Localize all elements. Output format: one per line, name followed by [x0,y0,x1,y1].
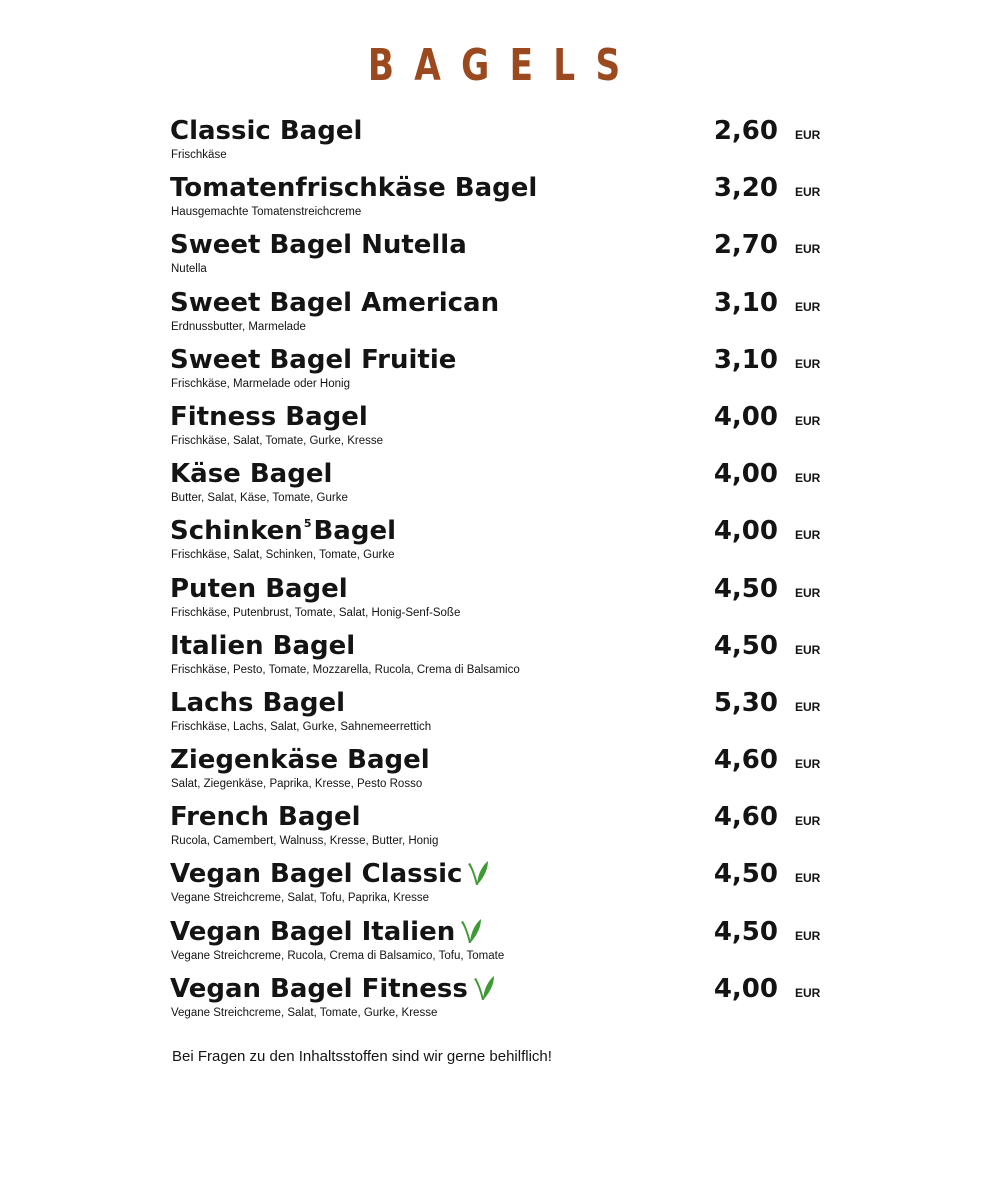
menu-item [0,343,988,400]
item-description: Frischkäse, Lachs, Salat, Gurke, Sahnemeerrettich [171,720,432,733]
item-name-text: Ziegenkäse Bagel [170,745,430,776]
item-currency: EUR [795,528,821,543]
item-currency: EUR [795,128,821,142]
item-description: Frischkäse, Marmelade oder Honig [171,377,350,390]
menu-item [0,114,988,171]
item-price: 4,00 [713,973,778,1004]
item-price: 4,00 [713,401,778,432]
menu-item [0,171,988,228]
menu-item [0,857,988,914]
item-currency: EUR [795,699,821,714]
vegan-leaf-icon [472,973,496,1003]
menu-item [0,972,988,1029]
item-description: Frischkäse, Salat, Schinken, Tomate, Gurke [171,549,395,562]
menu-item [0,286,988,343]
item-name-text: Vegan Bagel Classic [170,859,463,890]
item-price: 4,60 [713,802,778,833]
item-name [170,400,368,434]
item-name-text: Sweet Bagel Nutella [170,230,467,261]
item-name [170,972,496,1006]
item-description: Frischkäse, Pesto, Tomate, Mozzarella, Rucola, Crema di Balsamico [171,663,520,676]
item-name-text: Lachs Bagel [170,687,346,718]
item-name-text: Italien Bagel [170,630,356,661]
item-price: 4,50 [713,573,778,604]
menu-item [0,572,988,629]
item-description: Rucola, Camembert, Walnuss, Kresse, Butter, Honig [171,835,439,848]
item-description: Vegane Streichcreme, Salat, Tomate, Gurke, Kresse [171,1006,438,1019]
item-currency: EUR [795,356,821,371]
item-name-text: Puten Bagel [170,573,348,604]
item-price: 2,60 [713,116,778,146]
menu-item [0,800,988,857]
item-currency: EUR [795,814,821,829]
item-price: 3,10 [713,287,778,318]
item-currency: EUR [795,928,821,943]
item-price: 5,30 [713,687,778,718]
item-currency: EUR [795,299,821,314]
item-description: Vegane Streichcreme, Rucola, Crema di Balsamico, Tofu, Tomate [171,949,505,962]
item-name-text: Vegan Bagel Italien [170,916,456,947]
item-name-text: French Bagel [170,802,361,833]
menu-item [0,228,988,285]
menu-item [0,629,988,686]
item-name-suffix: Bagel [313,516,396,547]
item-price: 4,50 [713,859,778,890]
item-price: 4,50 [713,916,778,947]
item-name-text: Vegan Bagel Fitness [170,973,468,1004]
item-currency: EUR [795,585,821,600]
item-description: Salat, Ziegenkäse, Paprika, Kresse, Pesto Rosso [171,778,423,791]
item-name-text: Schinken [170,516,303,547]
item-name-text: Tomatenfrischkäse Bagel [170,173,538,204]
item-name [170,629,355,663]
item-description: Vegane Streichcreme, Salat, Tofu, Paprika, Kresse [171,892,430,905]
item-name [170,743,430,777]
vegan-leaf-icon [459,916,483,946]
item-name-text: Sweet Bagel Fruitie [170,344,457,375]
item-name [170,228,467,262]
item-price: 4,50 [713,630,778,661]
item-name-text: Käse Bagel [170,459,333,490]
item-description: Butter, Salat, Käse, Tomate, Gurke [171,492,348,505]
menu-item [0,457,988,514]
item-description: Hausgemachte Tomatenstreichcreme [171,206,362,219]
item-description: Frischkäse, Putenbrust, Tomate, Salat, Honig-Senf-Soße [171,606,461,619]
menu-item [0,514,988,571]
item-name [170,114,362,148]
menu-item [0,743,988,800]
item-price: 2,70 [713,230,778,261]
item-currency: EUR [795,871,821,886]
item-description: Erdnussbutter, Marmelade [171,320,306,333]
item-name-text: Fitness Bagel [170,401,368,432]
footer-note: Bei Fragen zu den Inhaltsstoffen sind wir gerne behilflich! [172,1048,552,1065]
item-name [170,286,499,320]
item-price: 4,60 [713,745,778,776]
item-name [170,915,483,949]
item-price: 3,10 [713,344,778,375]
page-title: BAGELS [367,40,641,91]
item-name [170,857,490,891]
vegan-leaf-icon [466,858,490,888]
item-name-text: Classic Bagel [170,116,363,146]
item-price: 3,20 [713,173,778,204]
item-currency: EUR [795,985,821,1000]
item-name-text: Sweet Bagel American [170,287,500,318]
item-currency: EUR [795,642,821,657]
item-name [170,572,348,606]
menu-list [0,114,988,1029]
item-currency: EUR [795,757,821,772]
item-name [170,686,345,720]
item-currency: EUR [795,413,821,428]
item-name [170,800,361,834]
item-currency: EUR [795,242,821,257]
item-price: 4,00 [713,516,778,547]
item-description: Frischkäse [171,149,227,161]
menu-item [0,400,988,457]
item-currency: EUR [795,471,821,486]
item-currency: EUR [795,185,821,200]
item-description: Nutella [171,263,207,276]
allergen-footnote-marker: 5 [303,517,312,531]
item-name [170,343,456,377]
item-name [170,457,332,491]
item-price: 4,00 [713,459,778,490]
item-name [170,171,537,205]
menu-item [0,686,988,743]
menu-item [0,915,988,972]
item-description: Frischkäse, Salat, Tomate, Gurke, Kresse [171,434,383,447]
